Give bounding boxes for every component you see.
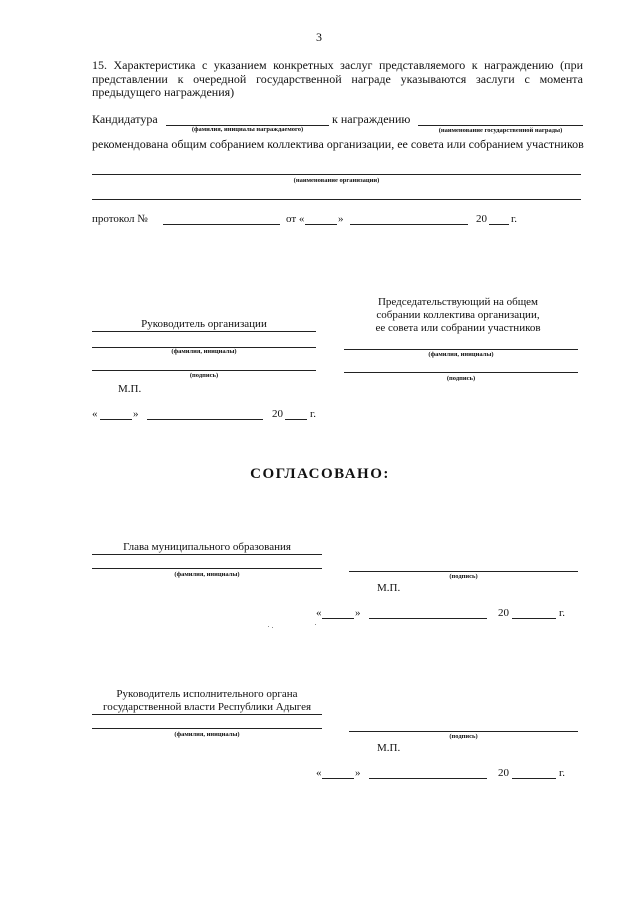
head-org-quote-close: » [133, 408, 139, 420]
protocol-quote-close: » [338, 213, 344, 225]
municipal-name-field[interactable] [92, 568, 322, 569]
municipal-month-field[interactable] [369, 618, 487, 619]
organization-caption: (наименование организации) [293, 177, 380, 184]
municipal-sign-field[interactable] [349, 571, 578, 572]
head-org-stamp-label: М.П. [118, 383, 142, 395]
award-name-caption: (наименование государственной награды) [438, 127, 563, 134]
chair-title-line2: собрании коллектива организации, [376, 309, 540, 321]
chair-title-line3: ее совета или собрании участников [375, 322, 541, 334]
executive-title [92, 688, 322, 714]
candidate-name-caption: (фамилия, инициалы награждаемого) [191, 126, 304, 133]
chair-sign-caption: (подпись) [446, 375, 476, 382]
executive-name-field[interactable] [92, 728, 322, 729]
executive-quote-open: « [316, 767, 322, 779]
municipal-day-field[interactable] [322, 618, 354, 619]
municipal-name-caption: (фамилия, инициалы) [174, 571, 240, 578]
executive-year-prefix: 20 [498, 767, 509, 779]
executive-sign-caption: (подпись) [449, 733, 478, 740]
scan-speck [272, 627, 273, 628]
executive-title-line1: Руководитель исполнительного органа [116, 688, 298, 700]
protocol-month-field[interactable] [350, 224, 468, 225]
municipal-title-underline [92, 554, 322, 555]
head-org-year-field[interactable] [285, 419, 307, 420]
executive-year-field[interactable] [512, 778, 556, 779]
chair-sign-field[interactable] [344, 372, 578, 373]
municipal-quote-close: » [355, 607, 361, 619]
municipal-sign-caption: (подпись) [449, 573, 478, 580]
candidate-label: Кандидатура [92, 112, 158, 126]
head-org-sign-field[interactable] [92, 370, 316, 371]
executive-year-suffix: г. [559, 767, 566, 779]
head-org-year-prefix: 20 [272, 408, 283, 420]
head-org-quote-open: « [92, 408, 98, 420]
section-15-text: 15. Характеристика с указанием конкретных заслуг представляемого к награждению (при представлении к очередной государственной награде указываются заслуги с момента предыдущего награждения) [92, 58, 583, 99]
head-org-day-field[interactable] [100, 419, 132, 420]
protocol-from-label: от « [286, 213, 305, 225]
chair-title [340, 296, 576, 335]
executive-title-underline [92, 714, 322, 715]
protocol-year-field[interactable] [489, 224, 509, 225]
municipal-title: Глава муниципального образования [123, 541, 291, 553]
recommended-text: рекомендована общим собранием коллектива организации, ее совета или собранием участников [92, 137, 584, 151]
municipal-year-prefix: 20 [498, 607, 509, 619]
executive-title-line2: государственной власти Республики Адыгея [102, 701, 312, 713]
head-org-year-suffix: г. [310, 408, 317, 420]
scan-speck [268, 626, 269, 627]
award-name-field[interactable] [418, 125, 583, 126]
protocol-label: протокол № [92, 213, 148, 225]
chair-title-line1: Председательствующий на общем [377, 296, 539, 308]
executive-name-caption: (фамилия, инициалы) [174, 731, 240, 738]
chair-name-field[interactable] [344, 349, 578, 350]
executive-sign-field[interactable] [349, 731, 578, 732]
head-org-month-field[interactable] [147, 419, 263, 420]
executive-stamp-label: М.П. [377, 742, 401, 754]
municipal-quote-open: « [316, 607, 322, 619]
agreed-heading: СОГЛАСОВАНО: [250, 466, 390, 482]
protocol-year-suffix: г. [511, 213, 518, 225]
municipal-year-suffix: г. [559, 607, 566, 619]
head-org-title: Руководитель организации [141, 318, 267, 330]
protocol-number-field[interactable] [163, 224, 280, 225]
protocol-day-field[interactable] [305, 224, 337, 225]
organization-field[interactable] [92, 174, 581, 175]
municipal-stamp-label: М.П. [377, 582, 401, 594]
head-org-sign-caption: (подпись) [189, 372, 219, 379]
protocol-year-prefix: 20 [476, 213, 487, 225]
municipal-year-field[interactable] [512, 618, 556, 619]
executive-day-field[interactable] [322, 778, 354, 779]
to-award-label: к награждению [332, 112, 411, 126]
head-org-title-underline [92, 331, 316, 332]
page-number: 3 [316, 30, 322, 44]
chair-name-caption: (фамилия, инициалы) [428, 351, 494, 358]
organization-field-2[interactable] [92, 199, 581, 200]
executive-quote-close: » [355, 767, 361, 779]
scan-speck [315, 624, 316, 625]
executive-month-field[interactable] [369, 778, 487, 779]
head-org-name-caption: (фамилия, инициалы) [171, 348, 237, 355]
